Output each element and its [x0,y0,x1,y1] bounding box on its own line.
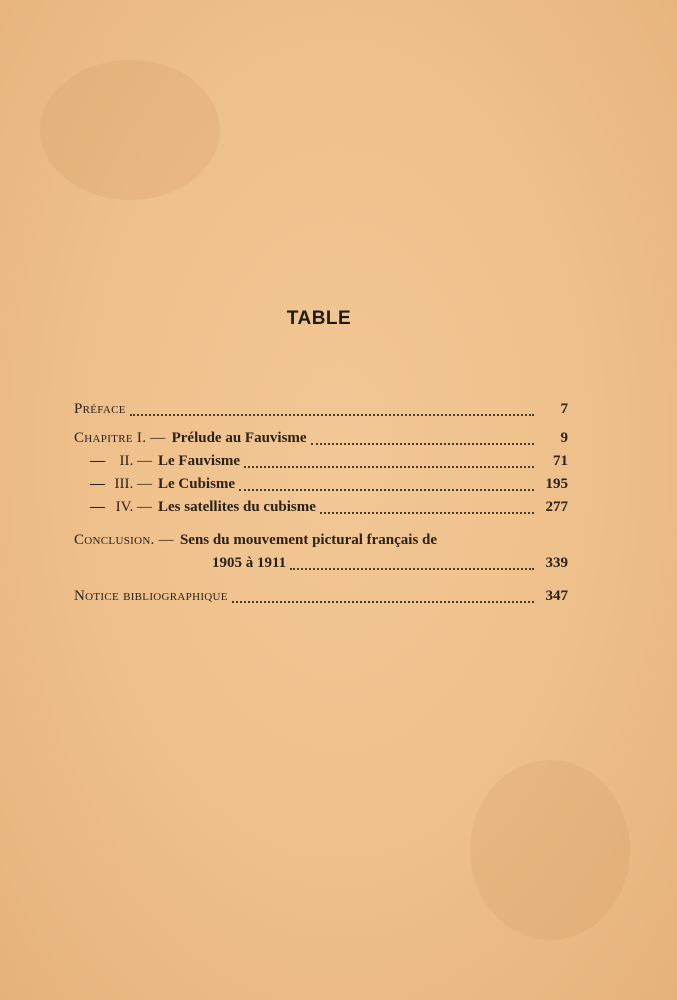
toc-title: Prélude au Fauvisme [171,430,307,446]
toc-page-number: 277 [545,499,568,515]
dot-leader [311,443,534,445]
toc-page-number: 339 [545,555,568,571]
toc-chapter-number: IV. — [115,499,152,515]
toc-chapter-number: III. — [114,476,152,492]
toc-dash: — [90,453,105,469]
table-of-contents [74,398,568,608]
dot-leader [290,568,534,570]
dot-leader [239,489,534,491]
toc-dash: — [90,499,105,515]
toc-entry-chapter-3 [74,473,568,496]
toc-entry-chapter-4 [74,496,568,519]
toc-title: Le Cubisme [158,476,236,492]
toc-page-number: 71 [553,453,568,469]
paper-stain [40,60,220,200]
toc-title: Le Fauvisme [158,453,241,469]
toc-entry-conclusion-line2 [74,552,568,575]
toc-page-number: 9 [560,430,568,446]
page-title: TABLE [286,308,352,329]
toc-page-number: 7 [560,401,568,417]
dot-leader [232,601,534,603]
dot-leader [244,466,534,468]
dot-leader [320,512,534,514]
toc-entry-notice [74,585,568,608]
toc-entry-conclusion [74,529,568,552]
toc-label: Préface [74,401,126,417]
toc-title-continued: 1905 à 1911 [212,555,287,571]
toc-page-number: 347 [545,588,568,604]
toc-entry-preface [74,398,568,421]
dot-leader [130,414,534,416]
toc-chapter-prefix: Conclusion. — [74,532,174,548]
toc-dash: — [90,476,105,492]
toc-label: Notice bibliographique [74,588,228,604]
toc-chapter-prefix: Chapitre I. — [74,430,166,446]
toc-title: Sens du mouvement pictural français de [179,532,438,548]
toc-title: Les satellites du cubisme [158,499,316,515]
toc-page-number: 195 [545,476,568,492]
toc-entry-chapter-1 [74,427,568,450]
toc-entry-chapter-2 [74,450,568,473]
toc-chapter-number: II. — [119,453,152,469]
paper-stain [470,760,630,940]
